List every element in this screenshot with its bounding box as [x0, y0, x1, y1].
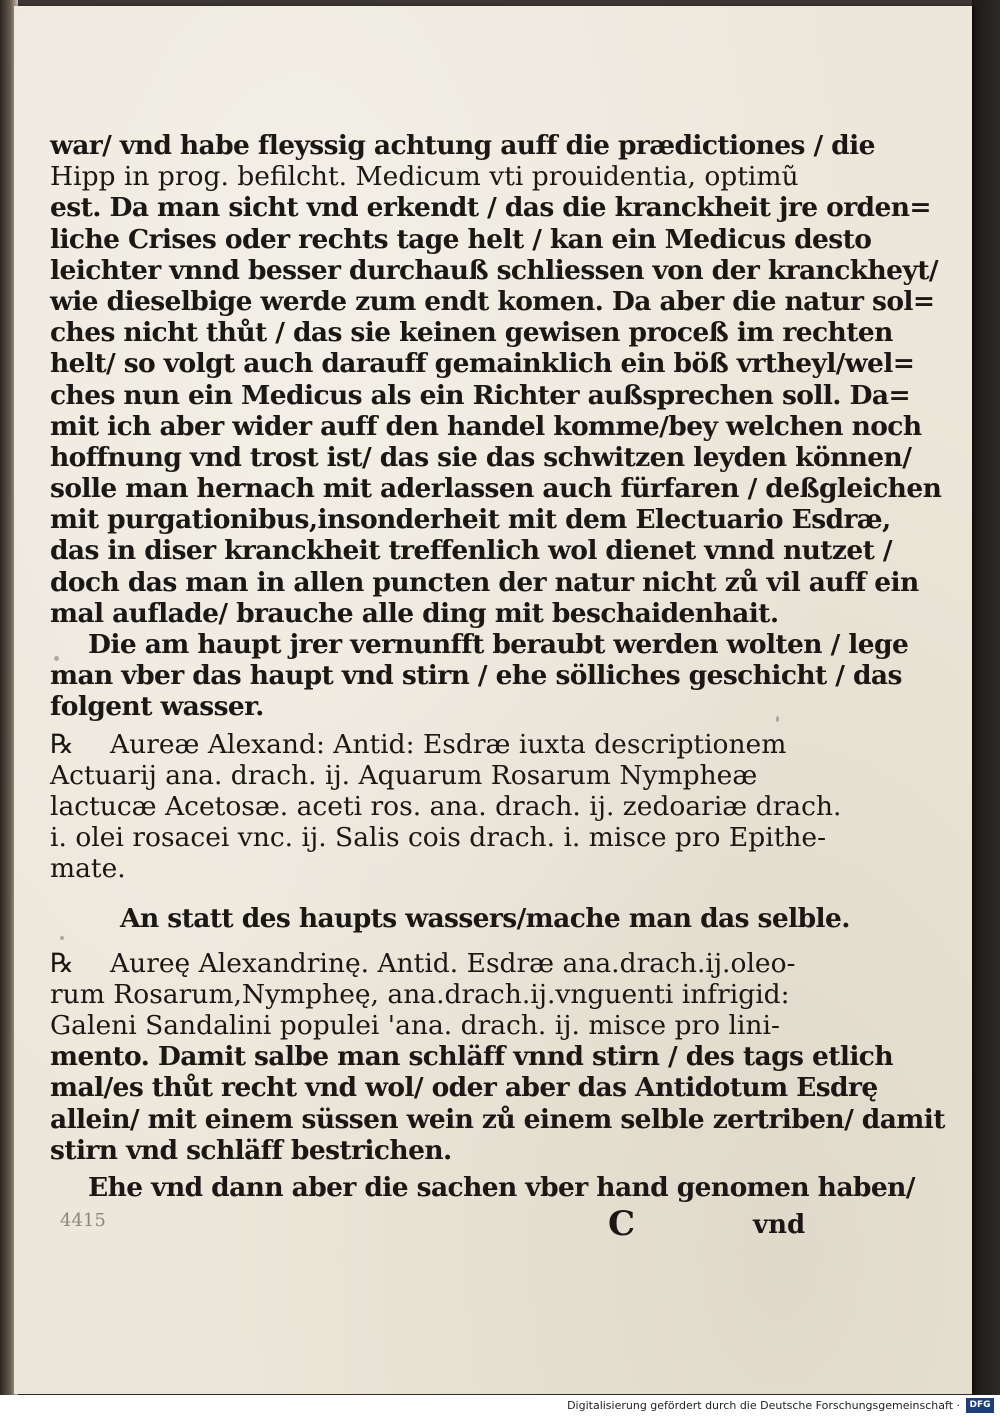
- paragraph-1: [50, 130, 942, 629]
- scan-background: [972, 0, 1000, 1395]
- paragraph-2: [50, 629, 909, 723]
- recipe-text: Aureæ Alexand: Antid: Esdræ iuxta descriptionem: [110, 728, 787, 760]
- text-line: mit purgationibus,insonderheit mit dem Electuario Esdræ,: [50, 504, 891, 536]
- text-line: Ehe vnd dann aber die sachen vber hand genomen haben/: [88, 1172, 915, 1203]
- text-line: Hipp in prog. befilcht. Medicum vti prouidentia, optimũ: [50, 161, 799, 193]
- text-line: solle man hernach mit aderlassen auch fürfaren / deßgleichen: [50, 473, 942, 505]
- text-line: allein/ mit einem süssen wein zů einem selble zertriben/ damit: [50, 1103, 945, 1135]
- text-line: man vber das haupt vnd stirn / ehe sölliches geschicht / das: [50, 660, 902, 692]
- recipe-mark: ℞: [50, 728, 74, 760]
- text-line: leichter vnnd besser durchauß schliessen von der kranckheyt/: [50, 254, 938, 286]
- text-line: mal auflade/ brauche alle ding mit beschaidenhait.: [50, 597, 779, 629]
- credit-text: Digitalisierung gefördert durch die Deutsche Forschungsgemeinschaft ·: [567, 1399, 960, 1412]
- text-line: Galeni Sandalini populei 'ana. drach. ij. misce pro lini-: [50, 1010, 780, 1042]
- text-line: i. olei rosacei vnc. ij. Salis cois drach. i. misce pro Epithe-: [50, 822, 827, 854]
- page-mark: 4415: [60, 1210, 106, 1231]
- page-footer: [60, 1204, 806, 1246]
- text-line: doch das man in allen puncten der natur nicht zů vil auff ein: [50, 566, 919, 598]
- text-line: mit ich aber wider auff den handel komme/bey welchen noch: [50, 410, 922, 442]
- recipe-text: Aureę Alexandrinę. Antid. Esdræ ana.drach.ij.oleo-: [110, 947, 796, 979]
- text-line: [50, 948, 810, 979]
- text-line: liche Crises oder rechts tage helt / kan ein Medicus desto: [50, 223, 872, 255]
- recipe-2: [50, 947, 945, 1166]
- signature-mark: C: [608, 1204, 636, 1244]
- credit-bar: [0, 1395, 1000, 1417]
- text-line: das in diser kranckheit treffenlich wol dienet vnnd nutzet /: [50, 535, 892, 567]
- section-heading: An statt des haupts wassers/mache man das selble.: [120, 902, 850, 934]
- text-line: stirn vnd schläff bestrichen.: [50, 1134, 452, 1166]
- recipe-1: [50, 728, 842, 885]
- text-line: rum Rosarum,Nympheę, ana.drach.ij.vnguenti infrigid:: [50, 978, 790, 1010]
- text-line: ches nun ein Medicus als ein Richter außsprechen soll. Da=: [50, 379, 911, 411]
- text-line: folgent wasser.: [50, 691, 264, 723]
- text-line: Actuarij ana. drach. ij. Aquarum Rosarum Nympheæ: [50, 759, 758, 791]
- text-line: mal/es thůt recht vnd wol/ oder aber das Antidotum Esdrę: [50, 1072, 878, 1104]
- text-line: [50, 729, 810, 760]
- text-line: mento. Damit salbe man schläff vnnd stirn / des tags etlich: [50, 1041, 893, 1073]
- text-line: wie dieselbige werde zum endt komen. Da aber die natur sol=: [50, 285, 935, 317]
- text-line: hoffnung vnd trost ist/ das sie das schwitzen leyden können/: [50, 441, 912, 473]
- text-line: Die am haupt jrer vernunfft beraubt werden wolten / lege: [88, 629, 909, 660]
- catchword: vnd: [753, 1210, 806, 1240]
- text-line: ches nicht thůt / das sie keinen gewisen proceß im rechten: [50, 317, 893, 349]
- text-line: est. Da man sicht vnd erkendt / das die kranckheit jre orden=: [50, 192, 932, 224]
- text-line: helt/ so volgt auch darauff gemainklich ein böß vrtheyl/wel=: [50, 348, 915, 380]
- text-line: mate.: [50, 853, 126, 885]
- dfg-logo[interactable]: DFG: [966, 1398, 994, 1413]
- text-line: war/ vnd habe fleyssig achtung auff die prædictiones / die: [50, 130, 875, 161]
- text-line: lactucæ Acetosæ. aceti ros. ana. drach. ij. zedoariæ drach.: [50, 790, 842, 822]
- page-text: [50, 130, 945, 1203]
- recipe-mark: ℞: [50, 947, 74, 979]
